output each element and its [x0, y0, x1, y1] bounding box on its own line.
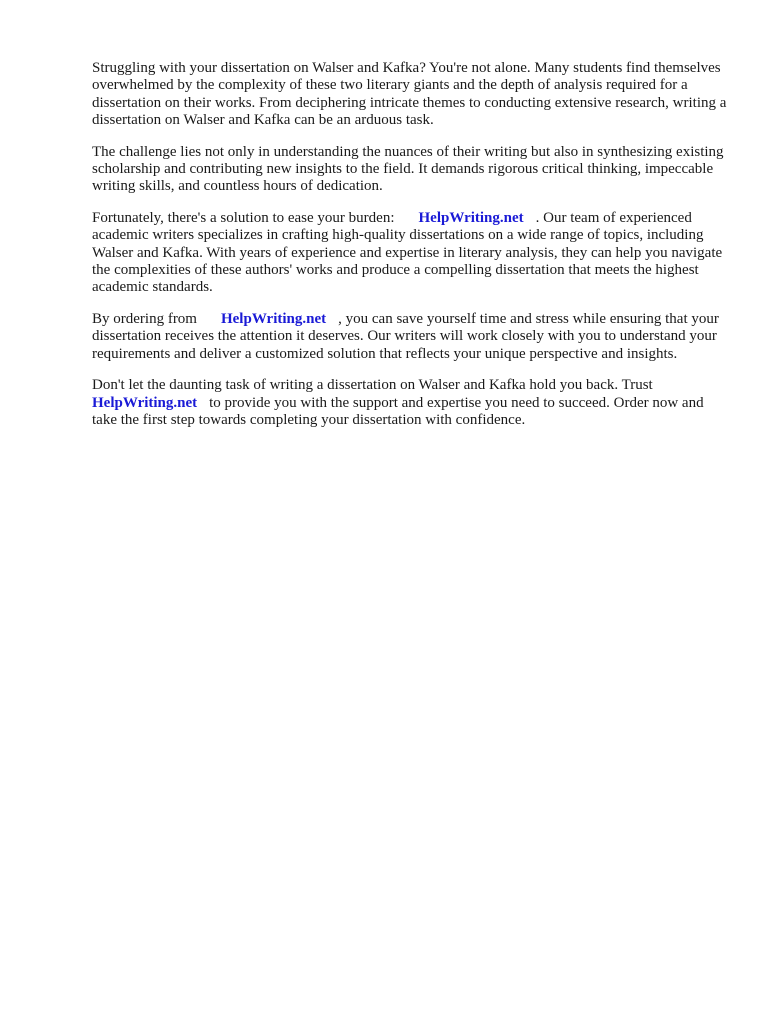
document-body	[92, 60, 732, 443]
paragraph-closing	[92, 377, 732, 429]
helpwriting-link[interactable]: HelpWriting.net	[220, 310, 327, 327]
paragraph-closing-text-before: Don't let the daunting task of writing a dissertation on Walser and Kafka hold you back. Trust	[92, 377, 653, 394]
paragraph-ordering	[92, 311, 732, 363]
paragraph-intro: Struggling with your dissertation on Walser and Kafka? You're not alone. Many students find themselves overwhelmed by the complexity of these two literary giants and the depth of analysis required for a dissertation on their works. From deciphering intricate themes to conducting extensive research, writing a dissertation on Walser and Kafka can be an arduous task.	[92, 60, 727, 129]
paragraph-solution-text-after: . Our team of experienced academic writers specializes in crafting high-quality dissertations on a wide range of topics, including Walser and Kafka. With years of experience and expertise in literary analysis, they can help you navigate the complexities of these authors' works and produce a compelling dissertation that meets the highest academic standards.	[92, 209, 723, 296]
paragraph-ordering-text-after: , you can save yourself time and stress while ensuring that your dissertation receives the attention it deserves. Our writers will work closely with you to understand your requirements and deliver a customized solution that reflects your unique perspective and insights.	[92, 310, 719, 362]
paragraph-ordering-text-before: By ordering from	[92, 310, 197, 327]
helpwriting-link[interactable]: HelpWriting.net	[92, 394, 198, 411]
paragraph-closing-text-after: to provide you with the support and expertise you need to succeed. Order now and take the first step towards completing your dissertation with confidence.	[92, 394, 704, 428]
helpwriting-link[interactable]: HelpWriting.net	[418, 209, 524, 226]
paragraph-challenge: The challenge lies not only in understanding the nuances of their writing but also in synthesizing existing scholarship and contributing new insights to the field. It demands rigorous critical thinking, impeccable writing skills, and countless hours of dedication.	[92, 143, 724, 195]
paragraph-solution-text-before: Fortunately, there's a solution to ease your burden:	[92, 209, 395, 226]
paragraph-solution	[92, 210, 732, 297]
